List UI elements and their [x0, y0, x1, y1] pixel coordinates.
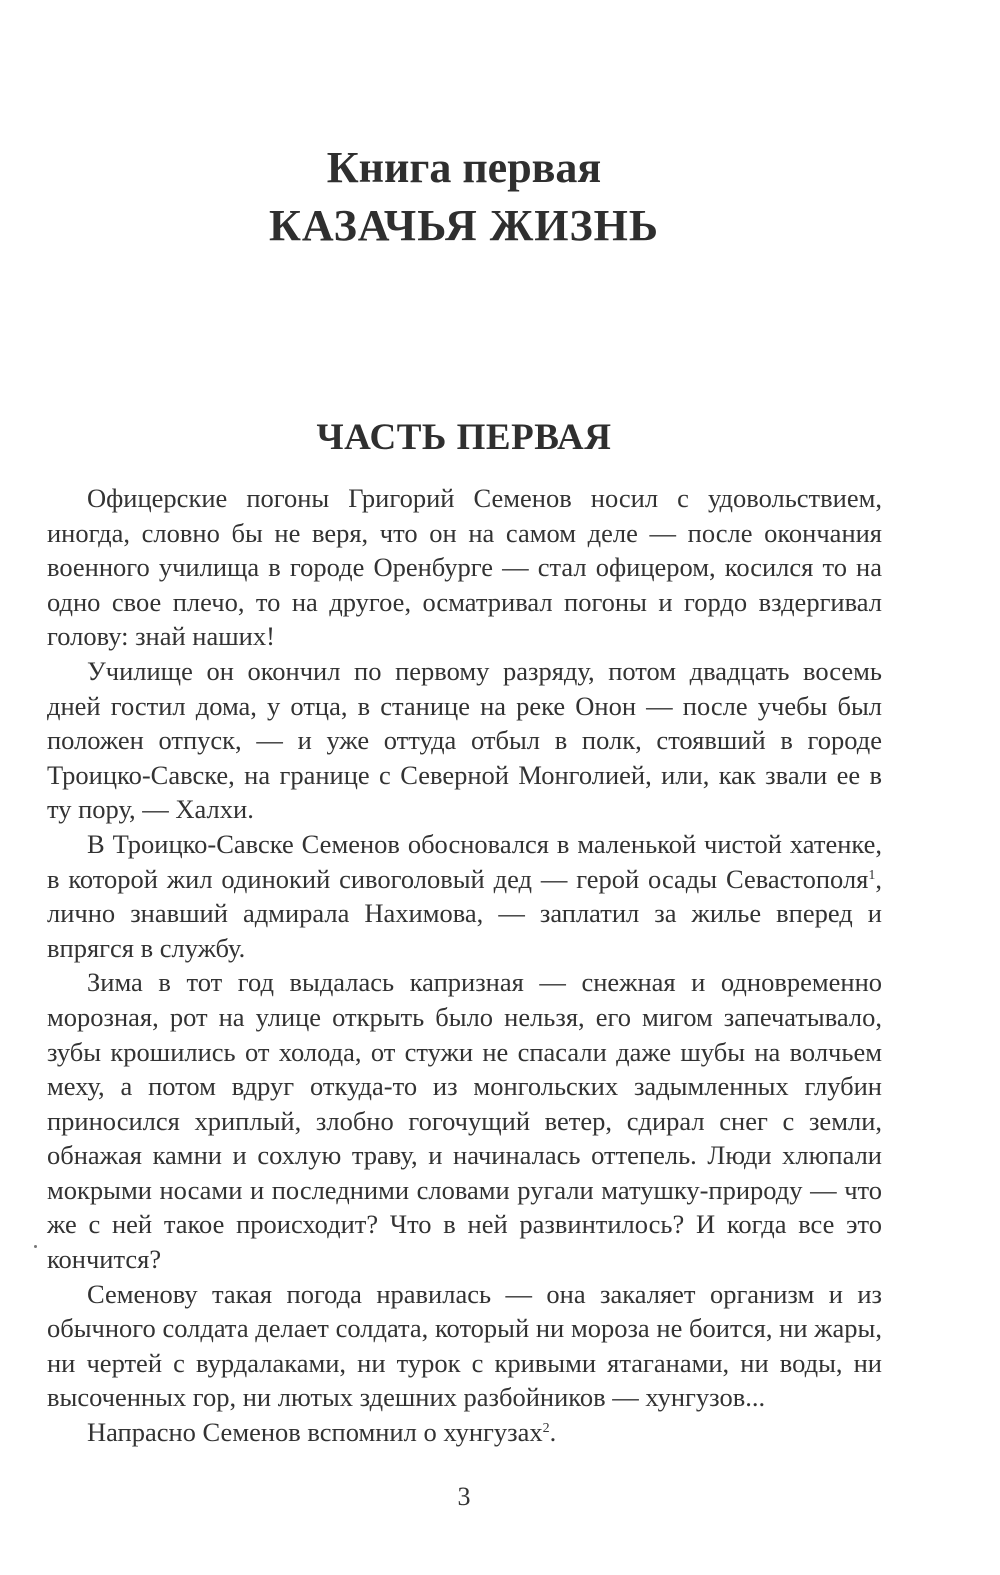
- paragraph-text: Напрасно Семенов вспомнил о хунгузах: [87, 1417, 543, 1448]
- footnote-mark[interactable]: 2: [542, 1421, 550, 1437]
- book-title: КАЗАЧЬЯ ЖИЗНЬ: [269, 201, 659, 250]
- paragraph-text: , лично знавший адмирала Нахимова, — заплатил за жилье вперед и впрягся в службу.: [47, 863, 882, 963]
- paragraph: Училище он окончил по первому разряду, потом двадцать восемь дней гостил дома, у отца, в станице на реке Онон — после учебы был положен отпуск, — и уже оттуда отбыл в полк, стоявший в городе Троицко-Савске, на границе с Северной Монголией, или, как звали ее в ту пору, — Халхи.: [47, 655, 882, 825]
- paragraph-text: .: [549, 1417, 557, 1448]
- body-text: [47, 481, 882, 1450]
- page-number: 3: [457, 1482, 471, 1511]
- print-speck: [34, 1245, 37, 1248]
- part-title: ЧАСТЬ ПЕРВАЯ: [316, 417, 612, 458]
- book-label: Книга первая: [326, 143, 602, 192]
- paragraph-text: В Троицко-Савске Семенов обосновался в маленькой чистой хатенке, в которой жил одинокий сивоголовый дед — герой осады Севастополя: [47, 828, 882, 894]
- paragraph: Семенову такая погода нравилась — она закаляет организм и из обычного солдата делает солдата, который ни мороза не боится, ни жары, ни чертей с вурдалаками, ни турок с кривыми ятаганами, ни воды, ни высоченных гор, ни лютых здешних разбойников — хунгузов...: [47, 1278, 882, 1413]
- paragraph: Офицерские погоны Григорий Семенов носил с удовольствием, иногда, словно бы не веря, что он на самом деле — после окончания военного училища в городе Оренбурге — стал офицером, косился то на одно свое плечо, то на другое, осматривал погоны и гордо вздергивал голову: знай наших!: [47, 483, 882, 652]
- paragraph: Зима в тот год выдалась капризная — снежная и одновременно морозная, рот на улице открыть было нельзя, его мигом запечатывало, зубы крошились от холода, от стужи не спасали даже шубы на волчьем меху, а потом вдруг откуда-то из монгольских задымленных глубин приносился хриплый, злобно гогочущий ветер, сдирал снег с земли, обнажая камни и сохлую траву, и начиналась оттепель. Люди хлюпали мокрыми носами и последними словами ругали матушку-природу — что же с ней такое происходит? Что в ней развинтилось? И когда все это кончится?: [47, 967, 882, 1275]
- paragraph: [47, 1415, 882, 1450]
- footnote-mark[interactable]: 1: [868, 867, 876, 883]
- paragraph: [47, 827, 882, 965]
